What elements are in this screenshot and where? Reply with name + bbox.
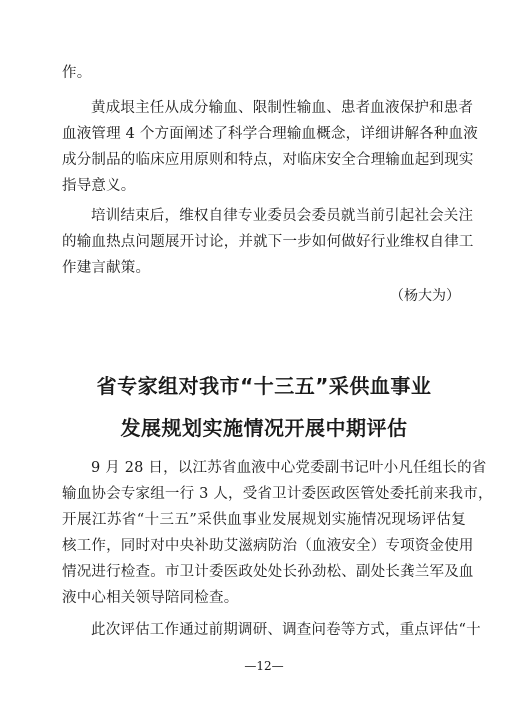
article-title-line-2: 发展规划实施情况开展中期评估 [120,416,408,440]
article-title-line-1: 省专家组对我市“十三五”采供血事业 [96,374,432,398]
paragraph-line: 指导意义。 [62,178,136,194]
paragraph-line: 此次评估工作通过前期调研、调查问卷等方式，重点评估“十 [91,622,481,638]
paragraph-line: 作建言献策。 [62,260,151,276]
paragraph-continuation: 作。 [62,65,92,81]
paragraph-line: 情况进行检查。市卫计委医政处处长孙劲松、副处长龚兰军及血 [62,564,474,580]
paragraph-line: 核工作，同时对中央补助艾滋病防治（血液安全）专项资金使用 [62,538,474,554]
paragraph-line: 成分制品的临床应用原则和特点，对临床安全合理输血起到现实 [62,152,474,168]
paragraph-line: 开展江苏省“十三五”采供血事业发展规划实施情况现场评估复 [62,512,466,528]
paragraph-line: 输血协会专家组一行 3 人，受省卫计委医政医管处委托前来我市， [62,486,493,502]
page-number: —12— [244,659,284,673]
paragraph-line: 9 月 28 日，以江苏省血液中心党委副书记叶小凡任组长的省 [91,460,487,476]
author-byline: （杨大为） [390,288,460,304]
paragraph-line: 的输血热点问题展开讨论，并就下一步如何做好行业维权自律工 [62,234,474,250]
paragraph-line: 黄成垠主任从成分输血、限制性输血、患者血液保护和患者 [91,100,474,116]
paragraph-line: 培训结束后，维权自律专业委员会委员就当前引起社会关注 [91,208,474,224]
paragraph-line: 血液管理 4 个方面阐述了科学合理输血概念，详细讲解各种血液 [62,126,478,142]
paragraph-line: 液中心相关领导陪同检查。 [62,590,239,606]
